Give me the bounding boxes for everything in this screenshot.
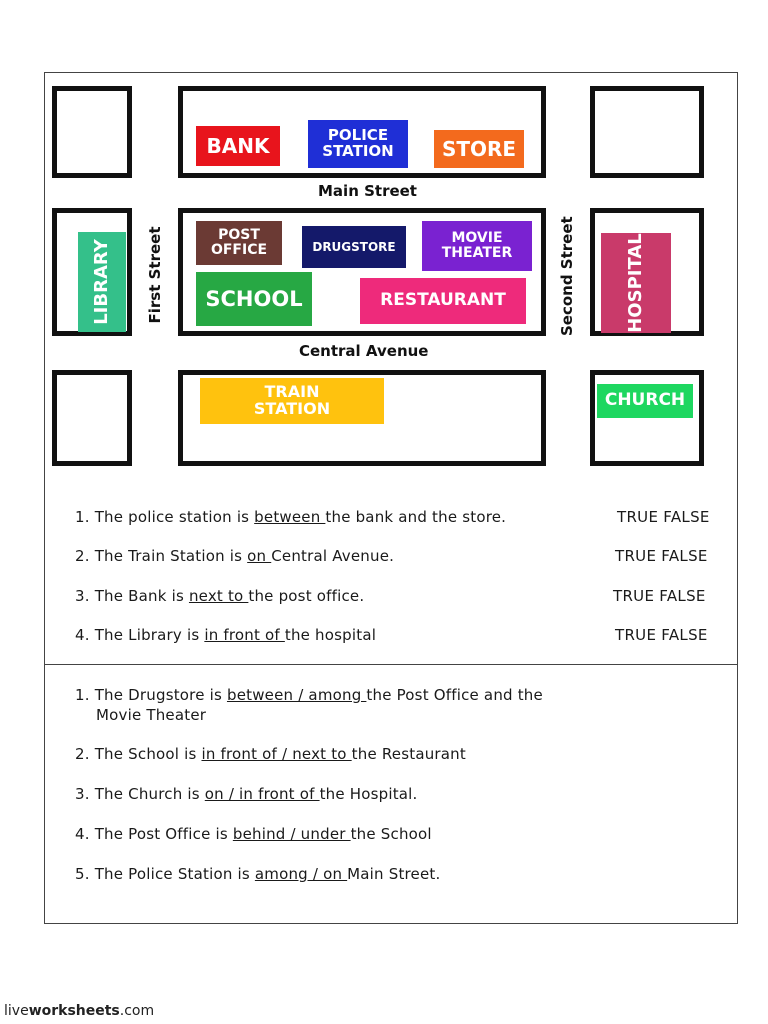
place-library: LIBRARY bbox=[78, 232, 126, 332]
tf-question-1: 1. The police station is between the bank and the store. bbox=[75, 508, 507, 526]
place-hospital: HOSPITAL bbox=[601, 233, 671, 333]
street-central: Central Avenue bbox=[299, 342, 429, 360]
choice-options-3[interactable]: on / in front of bbox=[204, 785, 320, 803]
choice-options-5[interactable]: among / on bbox=[254, 865, 348, 883]
footer-brand[interactable]: liveworksheets.com bbox=[4, 1003, 155, 1019]
section-divider bbox=[44, 664, 738, 665]
place-store: STORE bbox=[434, 130, 524, 168]
choice-question-5: 5. The Police Station is among / on Main Street. bbox=[75, 865, 441, 883]
tf-options-1[interactable]: TRUE FALSE bbox=[617, 508, 710, 526]
choice-question-4: 4. The Post Office is behind / under the School bbox=[75, 825, 432, 843]
map-block bbox=[52, 370, 132, 466]
place-post-office: POST OFFICE bbox=[196, 221, 282, 265]
choice-options-4[interactable]: behind / under bbox=[232, 825, 351, 843]
tf-options-2[interactable]: TRUE FALSE bbox=[615, 547, 708, 565]
street-main: Main Street bbox=[318, 182, 417, 200]
tf-question-2: 2. The Train Station is on Central Avenue. bbox=[75, 547, 395, 565]
place-restaurant: RESTAURANT bbox=[360, 278, 526, 324]
street-second: Second Street bbox=[558, 216, 576, 336]
tf-options-3[interactable]: TRUE FALSE bbox=[613, 587, 706, 605]
tf-question-4: 4. The Library is in front of the hospital bbox=[75, 626, 377, 644]
place-school: SCHOOL bbox=[196, 272, 312, 326]
map-block bbox=[590, 86, 704, 178]
street-first: First Street bbox=[146, 226, 164, 324]
place-drugstore: DRUGSTORE bbox=[302, 226, 406, 268]
choice-question-2: 2. The School is in front of / next to the Restaurant bbox=[75, 745, 466, 763]
place-police-station: POLICE STATION bbox=[308, 120, 408, 168]
tf-options-4[interactable]: TRUE FALSE bbox=[615, 626, 708, 644]
town-map bbox=[52, 86, 704, 466]
choice-question-1: 1. The Drugstore is between / among the Post Office and the bbox=[75, 686, 543, 704]
choice-options-2[interactable]: in front of / next to bbox=[201, 745, 352, 763]
choice-options-1[interactable]: between / among bbox=[226, 686, 367, 704]
map-block bbox=[52, 86, 132, 178]
place-bank: BANK bbox=[196, 126, 280, 166]
choice-question-3: 3. The Church is on / in front of the Hospital. bbox=[75, 785, 418, 803]
choice-question-1-line2: Movie Theater bbox=[96, 706, 207, 724]
place-movie-theater: MOVIE THEATER bbox=[422, 221, 532, 271]
place-train-station: TRAIN STATION bbox=[200, 378, 384, 424]
place-church: CHURCH bbox=[597, 384, 693, 418]
tf-question-3: 3. The Bank is next to the post office. bbox=[75, 587, 365, 605]
